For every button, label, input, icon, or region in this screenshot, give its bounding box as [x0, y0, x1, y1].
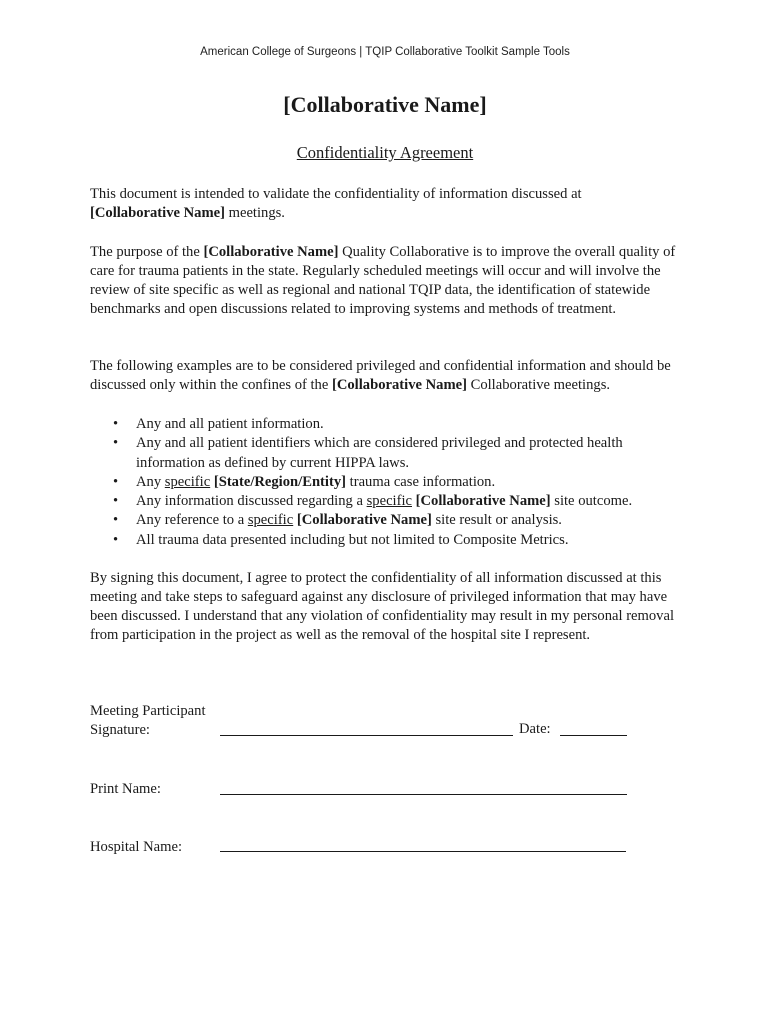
list-item-text: Any and all patient information. — [136, 416, 324, 432]
signature-label — [90, 702, 206, 740]
list-item-text: Any reference to a — [136, 512, 248, 529]
hospital-name-field[interactable] — [220, 851, 626, 852]
list-item-text: Any — [136, 473, 165, 490]
collaborative-name-placeholder: [Collaborative Name] — [203, 244, 339, 260]
bullet-icon: • — [113, 435, 119, 452]
signature-field[interactable] — [220, 735, 513, 736]
examples-text-start: The following examples are to be considered privileged and confidential information and should be discussed only within the confines of the — [90, 358, 671, 393]
page-header: American College of Surgeons | TQIP Collaborative Toolkit Sample Tools — [200, 46, 570, 58]
list-item-text: site outcome. — [550, 493, 633, 510]
agreement-paragraph: By signing this document, I agree to protect the confidentiality of all information discussed at this meeting and take steps to safeguard against any disclosure of privileged information that may have been discussed. I understand that any violation of confidentiality may result in my personal removal from participation in the project as well as the removal of the hospital site I represent. — [90, 570, 675, 643]
intro-text: This document is intended to validate the confidentiality of information discussed at — [90, 186, 582, 202]
collaborative-name-placeholder: [Collaborative Name] — [415, 493, 551, 510]
list-item — [90, 492, 690, 511]
underlined-word: specific — [247, 512, 294, 529]
confidential-items-list — [90, 415, 690, 550]
signature-label-line1: Meeting Participant — [90, 703, 206, 719]
bullet-icon: • — [113, 512, 119, 529]
bullet-icon: • — [113, 531, 119, 548]
state-region-placeholder: [State/Region/Entity] — [213, 473, 346, 490]
list-item — [90, 531, 690, 550]
date-label: Date: — [519, 721, 551, 737]
intro-text-end: meetings. — [224, 205, 285, 221]
examples-paragraph — [90, 357, 690, 395]
print-name-label: Print Name: — [90, 781, 161, 797]
list-item-text: Any information discussed regarding a — [136, 493, 367, 510]
examples-text-end: Collaborative meetings. — [466, 377, 611, 393]
underlined-word: specific — [366, 493, 412, 510]
subtitle-text: Confidentiality Agreement — [296, 143, 474, 162]
bullet-icon: • — [113, 416, 119, 432]
bullet-icon: • — [113, 473, 119, 490]
list-item — [90, 415, 690, 434]
date-field[interactable] — [560, 735, 627, 736]
purpose-text-start: The purpose of the — [90, 244, 204, 260]
collaborative-name-placeholder: [Collaborative Name] — [331, 377, 467, 393]
list-item — [90, 511, 690, 530]
hospital-name-label: Hospital Name: — [90, 839, 183, 855]
list-item-text: All trauma data presented including but not limited to Composite Metrics. — [136, 531, 569, 548]
list-item-text: trauma case information. — [346, 473, 496, 490]
document-subtitle — [0, 143, 770, 163]
purpose-text-end: Quality Collaborative is to improve the overall quality of care for trauma patients in the state. Regularly scheduled meetings will occur and will involve the review of site specific as well as regional and national TQIP data, the identification of statewide benchmarks and open discussions related to improving systems and methods of treatment. — [90, 244, 676, 317]
underlined-word: specific — [164, 473, 211, 490]
list-item-text: Any and all patient identifiers which are considered privileged and protected health information as defined by current HIPPA laws. — [136, 435, 623, 471]
print-name-field[interactable] — [220, 794, 627, 795]
list-item-text: site result or analysis. — [431, 512, 562, 529]
list-item — [90, 434, 690, 473]
signature-label-line2: Signature: — [90, 722, 150, 738]
intro-paragraph — [90, 185, 690, 223]
purpose-paragraph — [90, 243, 690, 319]
document-title: [Collaborative Name] — [283, 92, 487, 117]
collaborative-name-placeholder: [Collaborative Name] — [296, 512, 432, 529]
list-item — [90, 473, 690, 492]
collaborative-name-placeholder: [Collaborative Name] — [90, 205, 225, 221]
bullet-icon: • — [113, 493, 119, 510]
